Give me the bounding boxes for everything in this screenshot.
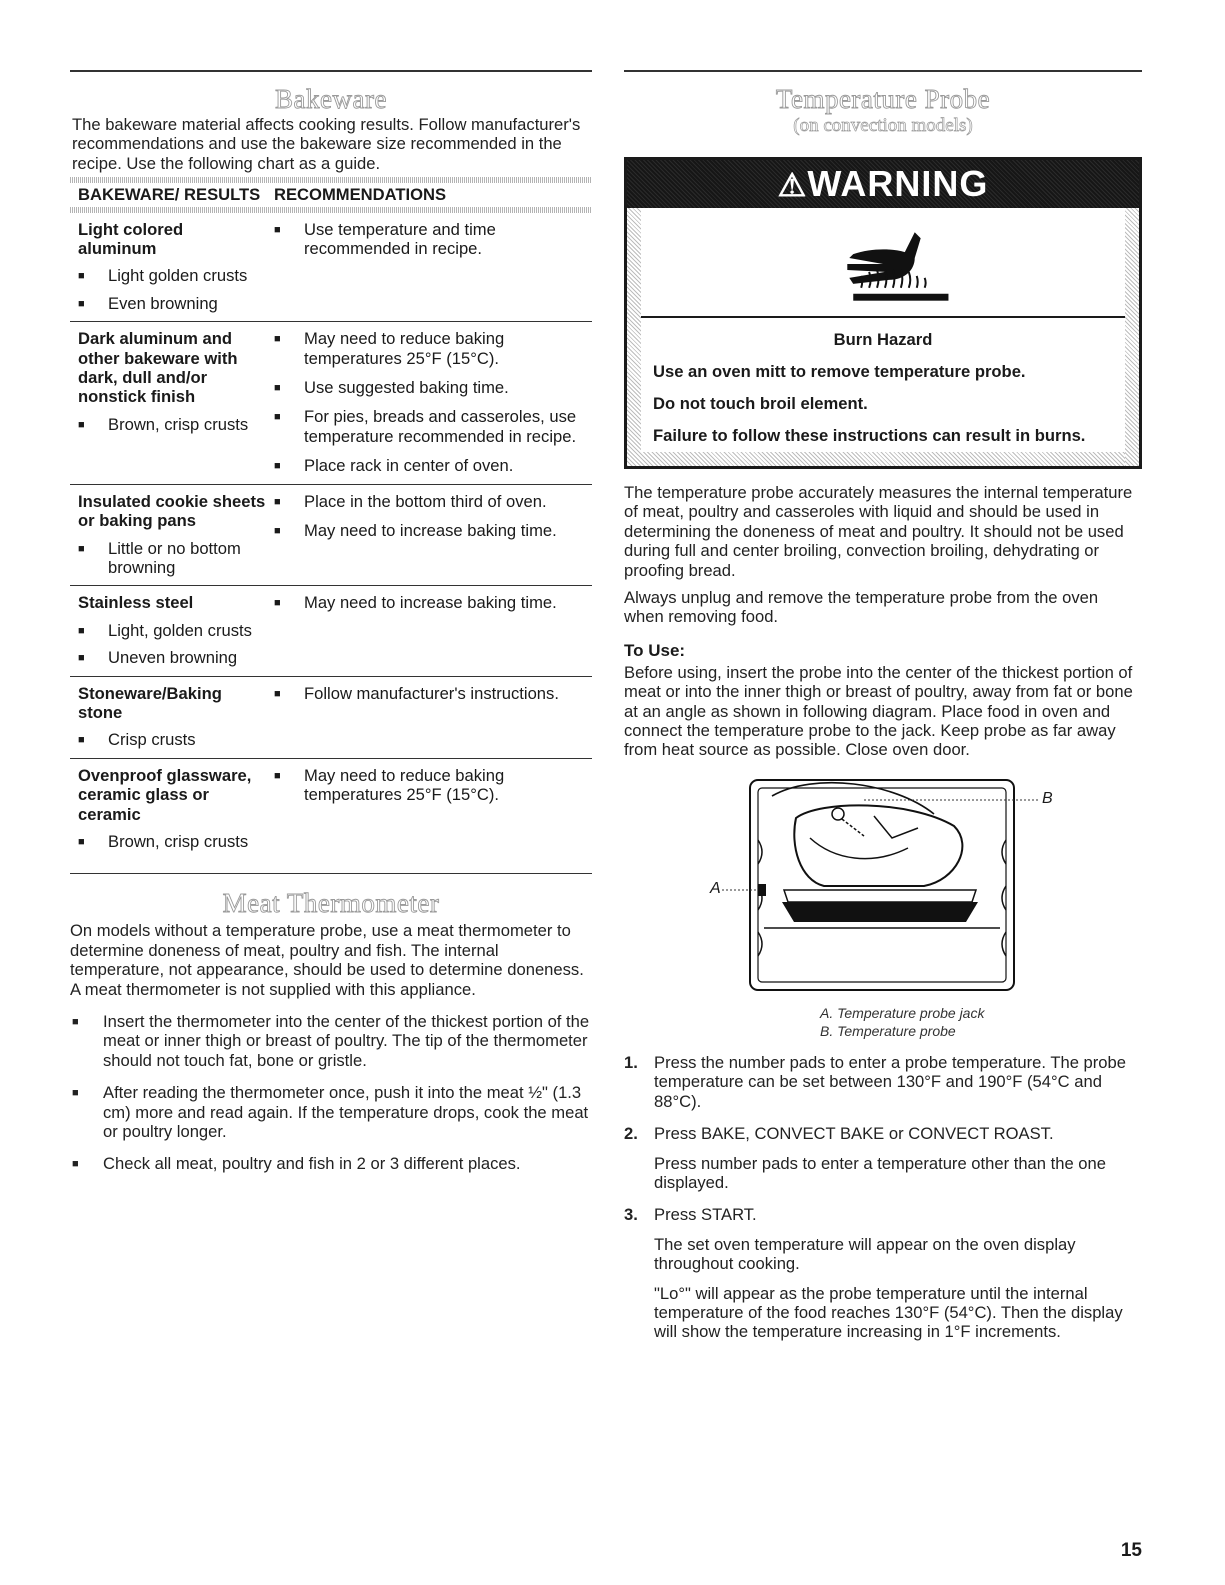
warning-hazard: Burn Hazard: [833, 330, 933, 349]
bakeware-results-cell: [70, 322, 266, 484]
temperature-probe-section: [624, 84, 1142, 1342]
warning-heading: [778, 163, 989, 205]
bakeware-recommendation-item: ■ May need to increase baking time.: [274, 521, 592, 540]
bakeware-result-item: ■ Light, golden crusts: [78, 621, 266, 640]
bakeware-results-cell: [70, 484, 266, 586]
page-number: 15: [1120, 1540, 1142, 1561]
bakeware-row: [70, 758, 592, 859]
meat-thermometer-bullet: ■ After reading the thermometer once, push it into the meat ½" (1.3 cm) more and read again. If the temperature drops, cook the meat or poultry longer.: [70, 1083, 592, 1141]
bakeware-recommendation-item: ■ For pies, breads and casseroles, use temperature recommended in recipe.: [274, 407, 592, 446]
bakeware-result-item: ■ Brown, crisp crusts: [78, 415, 266, 434]
step-text: Press BAKE, CONVECT BAKE or CONVECT ROAST.: [654, 1124, 1054, 1144]
to-use-heading: To Use:: [624, 640, 686, 660]
top-rule-right: [624, 70, 1142, 72]
hot-surface-hand-icon: [641, 208, 1125, 318]
bakeware-result-item: ■ Brown, crisp crusts: [78, 832, 266, 851]
to-use-text: Before using, insert the probe into the center of the thickest portion of meat or into the inner thigh or breast of poultry, away from fat or bone at an angle as shown in following diagram. Place food in oven and connect the temperature probe to the jack. Keep probe as far away from heat source as possible. Close oven door.: [624, 662, 1133, 760]
bakeware-material-name: Stoneware/Baking stone: [78, 683, 222, 722]
meat-thermometer-title: Meat Thermometer: [222, 888, 440, 919]
bakeware-results-cell: [70, 758, 266, 859]
bakeware-material-name: Insulated cookie sheets or baking pans: [78, 491, 266, 531]
header-recommendations: RECOMMENDATIONS: [274, 185, 447, 205]
caption-a: A. Temperature probe jack: [820, 1004, 985, 1021]
diagram-label-a: A: [710, 879, 721, 897]
bakeware-title: Bakeware: [275, 84, 387, 114]
bakeware-material-name: Light colored aluminum: [78, 219, 184, 259]
header-bakeware-results: BAKEWARE/ RESULTS: [78, 185, 261, 205]
bakeware-recommendation-item: ■ Follow manufacturer's instructions.: [274, 684, 592, 703]
bakeware-recommendations-cell: [266, 758, 592, 859]
step-text: The set oven temperature will appear on the oven display throughout cooking.: [654, 1234, 1076, 1274]
diagram-captions: [624, 1004, 1142, 1040]
bakeware-recommendation-item: ■ Place in the bottom third of oven.: [274, 492, 592, 511]
bakeware-row: [70, 322, 592, 484]
oven-diagram: [624, 776, 1142, 1002]
bakeware-recommendations-cell: [266, 676, 592, 758]
bakeware-results-cell: [70, 213, 266, 322]
bakeware-row: [70, 586, 592, 676]
probe-step: [624, 1124, 1142, 1192]
bakeware-result-item: ■ Even browning: [78, 294, 266, 313]
temperature-probe-subtitle: (on convection models): [793, 115, 973, 136]
meat-thermometer-bullet: ■ Insert the thermometer into the center of the thickest portion of the meat or inner thigh or breast of poultry. The tip of the thermometer should not touch fat, bone or gristle.: [70, 1012, 592, 1070]
step-number: 1.: [624, 1052, 638, 1072]
warning-bottom-band: [627, 452, 1139, 466]
probe-para-1: The temperature probe accurately measures the internal temperature of meat, poultry and casseroles with liquid and should be used in determining the doneness of meat and poultry. It should not be used during full and center broiling, convection broiling, dehydrating or proofing bread.: [624, 483, 1133, 580]
step-number: 2.: [624, 1124, 638, 1144]
warning-line-3: Failure to follow these instructions can result in burns.: [653, 426, 1086, 445]
bakeware-material-name: Stainless steel: [78, 593, 194, 613]
bakeware-material-name: Ovenproof glassware, ceramic glass or ceramic: [78, 765, 252, 824]
bakeware-result-item: ■ Light golden crusts: [78, 266, 266, 285]
bakeware-results-cell: [70, 676, 266, 758]
meat-thermometer-intro: On models without a temperature probe, use a meat thermometer to determine doneness of meat, poultry and fish. The internal temperature, not appearance, should be used to determine doneness. A meat thermometer is not supplied with this appliance.: [70, 921, 584, 999]
bakeware-table-body: [70, 213, 592, 860]
meat-thermometer-section: [70, 888, 592, 1173]
meat-thermometer-list: [70, 1012, 592, 1174]
step-number: 3.: [624, 1205, 638, 1225]
probe-steps-list: [624, 1053, 1142, 1342]
step-text: Press number pads to enter a temperature other than the one displayed.: [654, 1153, 1106, 1192]
probe-step: [624, 1205, 1142, 1341]
bakeware-recommendations-cell: [266, 586, 592, 676]
caption-b: B. Temperature probe: [820, 1022, 956, 1039]
bakeware-results-cell: [70, 586, 266, 676]
bakeware-result-item: ■ Crisp crusts: [78, 730, 266, 749]
bakeware-recommendations-cell: [266, 213, 592, 322]
bakeware-recommendation-item: ■ Place rack in center of oven.: [274, 456, 592, 475]
warning-line-1: Use an oven mitt to remove temperature probe.: [653, 362, 1026, 381]
bakeware-recommendation-item: ■ May need to reduce baking temperatures 25°F (15°C).: [274, 329, 592, 368]
bakeware-section: [70, 84, 592, 1174]
probe-para-2: Always unplug and remove the temperature probe from the oven when removing food.: [624, 588, 1099, 627]
bakeware-recommendations-cell: [266, 484, 592, 586]
step-text: Press START.: [654, 1205, 757, 1225]
warning-header: [627, 160, 1139, 208]
bakeware-table: [70, 183, 592, 859]
bakeware-row: [70, 676, 592, 758]
warning-side-right: [1125, 208, 1139, 466]
table-header-row: [70, 183, 592, 204]
warning-heading-text: WARNING: [807, 163, 989, 204]
temperature-probe-title: Temperature Probe: [775, 84, 991, 114]
diagram-label-b: B: [1042, 789, 1053, 807]
step-text: Press the number pads to enter a probe temperature. The probe temperature can be set between 130°F and 190°F (54°C and 88°C).: [654, 1052, 1126, 1111]
bakeware-recommendations-cell: [266, 322, 592, 484]
meat-thermometer-bullet: ■ Check all meat, poultry and fish in 2 or 3 different places.: [70, 1154, 592, 1173]
warning-text: [627, 318, 1139, 446]
top-rule-left: [70, 70, 592, 72]
warning-box: [624, 157, 1142, 469]
bakeware-result-item: ■ Uneven browning: [78, 648, 266, 667]
warning-side-left: [627, 208, 641, 466]
warning-triangle-icon: ⚠: [777, 167, 808, 203]
warning-line-2: Do not touch broil element.: [653, 394, 868, 413]
oven-probe-diagram-svg: [624, 776, 1142, 1002]
bakeware-material-name: Dark aluminum and other bakeware with dark, dull and/or nonstick finish: [78, 329, 238, 407]
bakeware-recommendation-item: ■ Use temperature and time recommended in recipe.: [274, 220, 592, 259]
bakeware-row: [70, 484, 592, 586]
step-text: "Lo°" will appear as the probe temperature until the internal temperature of the food reaches 130°F (54°C). Then the display will show the temperature increasing in 1°F increments.: [654, 1283, 1123, 1342]
bakeware-intro: The bakeware material affects cooking results. Follow manufacturer's recommendations and use the bakeware size recommended in the recipe. Use the following chart as a guide.: [72, 115, 581, 173]
hot-surface-hand-svg: [641, 208, 1125, 318]
bakeware-recommendation-item: ■ May need to increase baking time.: [274, 593, 592, 612]
bakeware-recommendation-item: ■ May need to reduce baking temperatures 25°F (15°C).: [274, 766, 592, 805]
bakeware-row: [70, 213, 592, 322]
probe-step: [624, 1053, 1142, 1111]
table-bottom-rule: [70, 873, 592, 874]
bakeware-result-item: ■ Little or no bottom browning: [78, 539, 266, 578]
bakeware-recommendation-item: ■ Use suggested baking time.: [274, 378, 592, 397]
